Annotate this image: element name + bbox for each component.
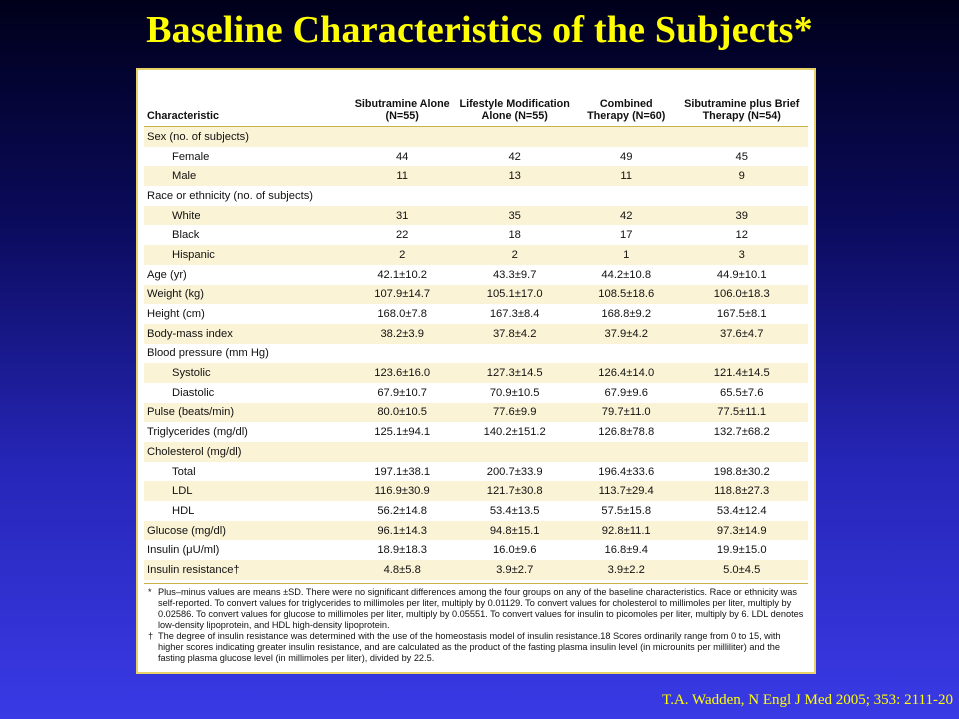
- cell-value: 67.9±10.7: [377, 386, 428, 399]
- cell-value: 197.1±38.1: [374, 465, 431, 478]
- row-label: Female: [172, 150, 210, 163]
- footnote-mark: *: [148, 586, 152, 597]
- cell-value: 92.8±11.1: [577, 521, 675, 541]
- cell-value: 106.0±18.3: [675, 285, 808, 305]
- cell-value: 44.9±10.1: [716, 268, 767, 281]
- cell-value: [452, 442, 577, 462]
- cell-value: 121.4±14.5: [675, 363, 808, 383]
- header-lifestyle-modification: Lifestyle Modification Alone (N=55): [452, 74, 577, 127]
- cell-value: [452, 344, 577, 364]
- cell-value: 105.1±17.0: [452, 285, 577, 305]
- cell-value: 77.6±9.9: [452, 403, 577, 423]
- cell-value: 44: [395, 150, 409, 163]
- slide-title: Baseline Characteristics of the Subjects*: [146, 9, 813, 51]
- cell-value: 140.2±151.2: [483, 426, 546, 439]
- cell-value: 53.4±12.4: [716, 504, 767, 517]
- row-label: Age (yr): [147, 268, 187, 281]
- cell-value: 35: [452, 206, 577, 226]
- table-row: [144, 481, 808, 501]
- cell-value: [675, 127, 808, 147]
- cell-value: 31: [352, 206, 452, 226]
- footnote-mark: †: [148, 630, 154, 641]
- cell-value: [577, 186, 675, 206]
- cell-value: 42: [577, 206, 675, 226]
- cell-value: 3: [675, 245, 808, 265]
- header-sibutramine-brief-therapy: Sibutramine plus Brief Therapy (N=54): [675, 74, 808, 127]
- cell-value: 118.8±27.3: [675, 481, 808, 501]
- table-row: [144, 127, 808, 147]
- baseline-table: [144, 74, 808, 580]
- table-row: [144, 521, 808, 541]
- cell-value: 9: [675, 166, 808, 186]
- row-label: Weight (kg): [144, 285, 352, 305]
- cell-value: 3.9±2.2: [577, 560, 675, 580]
- table-row: [144, 324, 808, 344]
- row-label: Insulin resistance†: [144, 560, 352, 580]
- cell-value: 96.1±14.3: [352, 521, 452, 541]
- row-label: Blood pressure (mm Hg): [147, 347, 269, 360]
- cell-value: [352, 344, 452, 364]
- cell-value: 97.3±14.9: [675, 521, 808, 541]
- cell-value: 167.5±8.1: [716, 308, 767, 321]
- cell-value: 12: [735, 229, 748, 242]
- cell-value: 42: [508, 150, 521, 163]
- footnote: [148, 631, 804, 664]
- table-row: [144, 442, 808, 462]
- header-combined-therapy: Combined Therapy (N=60): [577, 74, 675, 127]
- cell-value: 108.5±18.6: [577, 285, 675, 305]
- cell-value: 126.8±78.8: [598, 426, 655, 439]
- cell-value: [452, 186, 577, 206]
- cell-value: [577, 127, 675, 147]
- row-label: Total: [172, 465, 196, 478]
- row-label: Height (cm): [147, 308, 205, 321]
- cell-value: 3.9±2.7: [452, 560, 577, 580]
- row-label: Glucose (mg/dl): [144, 521, 352, 541]
- cell-value: 1: [577, 245, 675, 265]
- table-row: [144, 560, 808, 580]
- row-label: Black: [172, 229, 200, 242]
- table-row: [144, 422, 808, 442]
- cell-value: 116.9±30.9: [352, 481, 452, 501]
- cell-value: 37.9±4.2: [577, 324, 675, 344]
- row-label: Diastolic: [172, 386, 215, 399]
- table-row: [144, 344, 808, 364]
- table-row: [144, 147, 808, 167]
- cell-value: 121.7±30.8: [452, 481, 577, 501]
- row-label: LDL: [144, 481, 352, 501]
- cell-value: [577, 344, 675, 364]
- citation: T.A. Wadden, N Engl J Med 2005; 353: 2111-20: [662, 692, 953, 708]
- table-header-row: [144, 74, 808, 127]
- header-sibutramine-alone: Sibutramine Alone (N=55): [352, 74, 452, 127]
- row-label: Systolic: [144, 363, 352, 383]
- row-label: Triglycerides (mg/dl): [147, 426, 248, 439]
- cell-value: 38.2±3.9: [352, 324, 452, 344]
- row-label: Pulse (beats/min): [144, 403, 352, 423]
- cell-value: 11: [352, 166, 452, 186]
- table-row: [144, 206, 808, 226]
- row-label: Sex (no. of subjects): [144, 127, 352, 147]
- cell-value: 107.9±14.7: [352, 285, 452, 305]
- table-row: [144, 363, 808, 383]
- cell-value: 196.4±33.6: [598, 465, 655, 478]
- table-row: [144, 265, 808, 285]
- cell-value: 37.6±4.7: [675, 324, 808, 344]
- cell-value: 65.5±7.6: [719, 386, 764, 399]
- cell-value: 16.8±9.4: [604, 544, 648, 557]
- row-label: White: [144, 206, 352, 226]
- table-row: [144, 245, 808, 265]
- cell-value: 198.8±30.2: [713, 465, 770, 478]
- footnote: [148, 587, 804, 631]
- row-label: Hispanic: [144, 245, 352, 265]
- cell-value: 4.8±5.8: [352, 560, 452, 580]
- cell-value: 11: [577, 166, 675, 186]
- cell-value: [577, 442, 675, 462]
- row-label: Male: [144, 166, 352, 186]
- cell-value: 22: [395, 229, 409, 242]
- row-label: Body-mass index: [144, 324, 352, 344]
- cell-value: 13: [452, 166, 577, 186]
- table-row: [144, 462, 808, 482]
- cell-value: [452, 127, 577, 147]
- footnote-text: Plus–minus values are means ±SD. There were no significant differences among the four groups on any of the baseline characteristics. Race or ethnicity was self-reported. To convert values for triglycerides to millimoles per liter, multiply by 0.01129. To convert values for cholesterol to millimoles per liter, multiply by 0.02586. To convert values for glucose to millimoles per liter, multiply by 0.05551. To convert values for insulin to picomoles per liter, multiply by 6. LDL denotes low-density lipoprotein, and HDL high-density lipoprotein.: [158, 586, 804, 630]
- cell-value: 168.0±7.8: [377, 308, 428, 321]
- cell-value: 125.1±94.1: [374, 426, 431, 439]
- table-row: [144, 540, 808, 560]
- header-characteristic: Characteristic: [144, 74, 352, 127]
- cell-value: 16.0±9.6: [492, 544, 537, 557]
- cell-value: [352, 186, 452, 206]
- row-label: Race or ethnicity (no. of subjects): [147, 189, 314, 202]
- table-row: [144, 383, 808, 403]
- table-row: [144, 304, 808, 324]
- cell-value: 44.2±10.8: [601, 268, 652, 281]
- cell-value: 168.8±9.2: [601, 308, 652, 321]
- table-row: [144, 225, 808, 245]
- cell-value: 43.3±9.7: [492, 268, 537, 281]
- baseline-table-panel: [136, 68, 816, 674]
- cell-value: [675, 442, 808, 462]
- cell-value: 79.7±11.0: [577, 403, 675, 423]
- cell-value: 39: [675, 206, 808, 226]
- cell-value: 123.6±16.0: [352, 363, 452, 383]
- cell-value: 17: [620, 229, 633, 242]
- cell-value: 113.7±29.4: [577, 481, 675, 501]
- cell-value: 94.8±15.1: [452, 521, 577, 541]
- cell-value: 53.4±13.5: [489, 504, 540, 517]
- cell-value: 2: [352, 245, 452, 265]
- cell-value: 42.1±10.2: [377, 268, 428, 281]
- table-row: [144, 501, 808, 521]
- cell-value: 49: [620, 150, 633, 163]
- table-row: [144, 166, 808, 186]
- cell-value: 57.5±15.8: [601, 504, 652, 517]
- footnote-text: The degree of insulin resistance was determined with the use of the homeostasis model of insulin resistance.18 Scores ordinarily range from 0 to 15, with higher scores indicating greater insulin resistance, and are calculated as the product of the fasting plasma insulin level (in microunits per milliliter) and the fasting plasma glucose level (in millimoles per liter), divided by 22.5.: [158, 630, 781, 663]
- cell-value: [352, 442, 452, 462]
- row-label: Insulin (μU/ml): [147, 544, 220, 557]
- cell-value: 80.0±10.5: [352, 403, 452, 423]
- cell-value: 5.0±4.5: [675, 560, 808, 580]
- cell-value: 126.4±14.0: [577, 363, 675, 383]
- table-row: [144, 285, 808, 305]
- cell-value: 70.9±10.5: [489, 386, 540, 399]
- cell-value: 167.3±8.4: [489, 308, 540, 321]
- cell-value: 67.9±9.6: [604, 386, 648, 399]
- cell-value: 37.8±4.2: [452, 324, 577, 344]
- cell-value: 18.9±18.3: [377, 544, 428, 557]
- table-row: [144, 403, 808, 423]
- row-label: Cholesterol (mg/dl): [144, 442, 352, 462]
- cell-value: 19.9±15.0: [716, 544, 767, 557]
- table-row: [144, 186, 808, 206]
- table-body: [144, 127, 808, 580]
- cell-value: [352, 127, 452, 147]
- cell-value: [675, 186, 808, 206]
- row-label: HDL: [172, 504, 195, 517]
- cell-value: 132.7±68.2: [713, 426, 770, 439]
- table-footnotes: [144, 583, 808, 664]
- cell-value: [675, 344, 808, 364]
- cell-value: 56.2±14.8: [377, 504, 428, 517]
- cell-value: 2: [452, 245, 577, 265]
- cell-value: 18: [508, 229, 521, 242]
- cell-value: 77.5±11.1: [675, 403, 808, 423]
- cell-value: 127.3±14.5: [452, 363, 577, 383]
- cell-value: 200.7±33.9: [486, 465, 543, 478]
- cell-value: 45: [735, 150, 748, 163]
